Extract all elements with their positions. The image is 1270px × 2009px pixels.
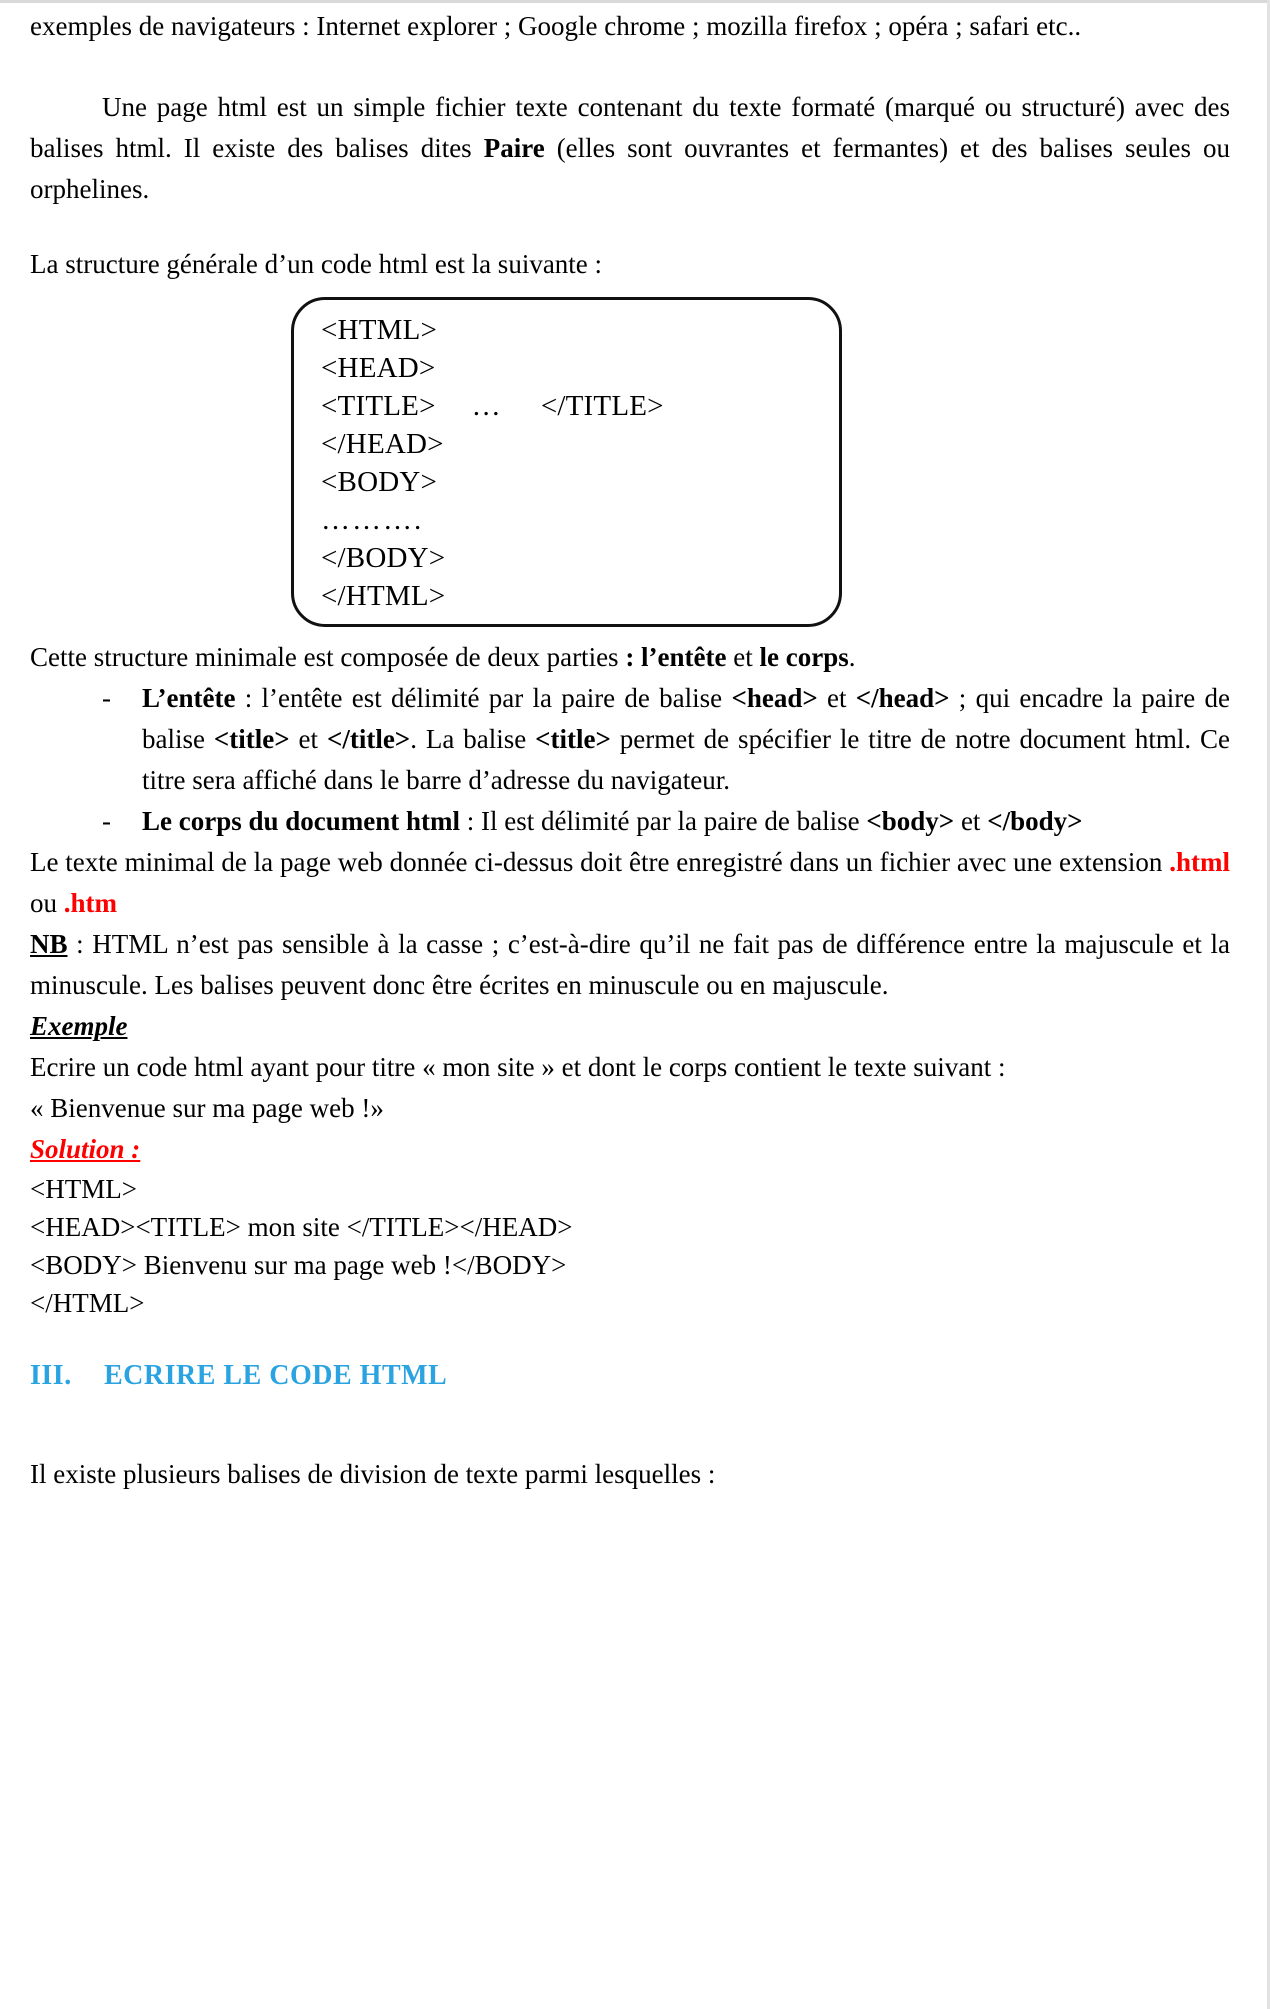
code-line-html-close: </HTML> bbox=[321, 580, 446, 612]
bullet-1-text-b: et bbox=[954, 806, 988, 836]
paire-bold: Paire bbox=[483, 133, 545, 163]
structure-intro-paragraph: La structure générale d’un code html est la suivante : bbox=[30, 249, 603, 279]
solution-code-listing bbox=[30, 1170, 1230, 1322]
bullet-0-text-a: : l’entête est délimité par la paire de balise bbox=[235, 683, 732, 713]
bullet-1-label: Le corps du document html bbox=[142, 806, 461, 836]
example-statement-line-2: « Bienvenue sur ma page web !» bbox=[30, 1093, 384, 1123]
bullet-0-text-b: et bbox=[817, 683, 856, 713]
bullet-0-tag-c: <title> bbox=[213, 724, 290, 754]
solution-code-line-2: <HEAD><TITLE> mon site </TITLE></HEAD> bbox=[30, 1212, 573, 1242]
section-following-paragraph: Il existe plusieurs balises de division de texte parmi lesquelles : bbox=[30, 1459, 716, 1489]
code-line-head-close: </HEAD> bbox=[321, 428, 444, 460]
bullet-0-tag-d: </title> bbox=[326, 724, 411, 754]
bullet-1-text-a: : Il est délimité par la paire de balise bbox=[460, 806, 867, 836]
page-html-paragraph bbox=[30, 87, 1230, 210]
code-line-body-close: </BODY> bbox=[321, 542, 446, 574]
example-statement-line-1: Ecrire un code html ayant pour titre « mon site » et dont le corps contient le texte suivant : bbox=[30, 1052, 1006, 1082]
example-heading-label: Exemple bbox=[30, 1011, 128, 1041]
page-html-text-part1: Une page html est un simple fichier texte contenant du texte formaté (marqué ou structuré) avec des balises html. Il existe des balises dites bbox=[30, 92, 1230, 163]
extension-htm: .htm bbox=[63, 888, 117, 918]
bullet-0-text-c: ; qui encadre la paire de balise bbox=[142, 683, 1230, 754]
title-ellipsis: … bbox=[471, 390, 501, 422]
section-heading-iii bbox=[30, 1356, 1230, 1396]
minimal-text-paragraph bbox=[30, 842, 1230, 924]
page-html-text-part2: (elles sont ouvrantes et fermantes) et des balises seules ou orphelines. bbox=[30, 133, 1231, 204]
nb-paragraph bbox=[30, 924, 1230, 1006]
lead-mid: et bbox=[726, 642, 760, 672]
code-line-html-open: <HTML> bbox=[321, 314, 438, 346]
solution-code-line-4: </HTML> bbox=[30, 1288, 145, 1318]
title-open-tag: <TITLE> bbox=[321, 390, 436, 422]
bullet-1-tag-b: </body> bbox=[987, 806, 1083, 836]
example-heading bbox=[30, 1006, 1230, 1047]
lead-end: . bbox=[848, 642, 856, 672]
list-item bbox=[30, 801, 1230, 842]
html-structure-figure bbox=[30, 285, 1230, 637]
bullet-1-tag-a: <body> bbox=[866, 806, 955, 836]
code-line-title bbox=[321, 387, 841, 425]
solution-code-line-1: <HTML> bbox=[30, 1174, 137, 1204]
minimal-text-part1: Le texte minimal de la page web donnée ci-dessus doit être enregistré dans un fichier avec une extension bbox=[30, 847, 1170, 877]
bullet-0-tag-b: </head> bbox=[855, 683, 950, 713]
solution-code-line-3: <BODY> Bienvenu sur ma page web !</BODY> bbox=[30, 1250, 567, 1280]
bullet-0-text-e: . La balise bbox=[410, 724, 536, 754]
dash-marker: - bbox=[102, 806, 111, 836]
bullet-0-text-d: et bbox=[289, 724, 327, 754]
title-close-tag: </TITLE> bbox=[540, 390, 664, 422]
dash-marker: - bbox=[102, 683, 111, 713]
browsers-paragraph: exemples de navigateurs : Internet explorer ; Google chrome ; mozilla firefox ; opéra ; safari etc.. bbox=[30, 11, 1082, 41]
structure-parts-paragraph bbox=[30, 637, 1230, 678]
structure-parts-list bbox=[30, 678, 1230, 842]
solution-heading-label: Solution : bbox=[30, 1134, 141, 1164]
code-line-body-open: <BODY> bbox=[321, 466, 438, 498]
bullet-0-tag-e: <title> bbox=[535, 724, 611, 754]
bullet-0-tag-a: <head> bbox=[731, 683, 818, 713]
section-title: ECRIRE LE CODE HTML bbox=[104, 1360, 448, 1391]
bullet-0-label: L’entête bbox=[142, 683, 236, 713]
minimal-text-mid: ou bbox=[30, 888, 64, 918]
nb-text: : HTML n’est pas sensible à la casse ; c’est-à-dire qu’il ne fait pas de différence entre la majuscule et la minuscule. Les balises peuvent donc être écrites en minuscule ou en majuscule. bbox=[30, 929, 1230, 1000]
code-line-dots: ………. bbox=[321, 504, 424, 536]
bullet-0-text-f: permet de spécifier le titre de notre document html. Ce titre sera affiché dans le barre d’adresse du navigateur. bbox=[142, 724, 1230, 795]
lead-bold-entete: : l’entête bbox=[625, 642, 727, 672]
code-box-lines bbox=[321, 311, 841, 615]
code-line-head-open: <HEAD> bbox=[321, 352, 436, 384]
nb-label: NB bbox=[30, 929, 68, 959]
list-item bbox=[30, 678, 1230, 801]
lead-bold-corps: le corps bbox=[759, 642, 849, 672]
section-number: III. bbox=[30, 1360, 72, 1391]
extension-html: .html bbox=[1169, 847, 1230, 877]
solution-heading bbox=[30, 1129, 1230, 1170]
lead-part1: Cette structure minimale est composée de deux parties bbox=[30, 642, 626, 672]
